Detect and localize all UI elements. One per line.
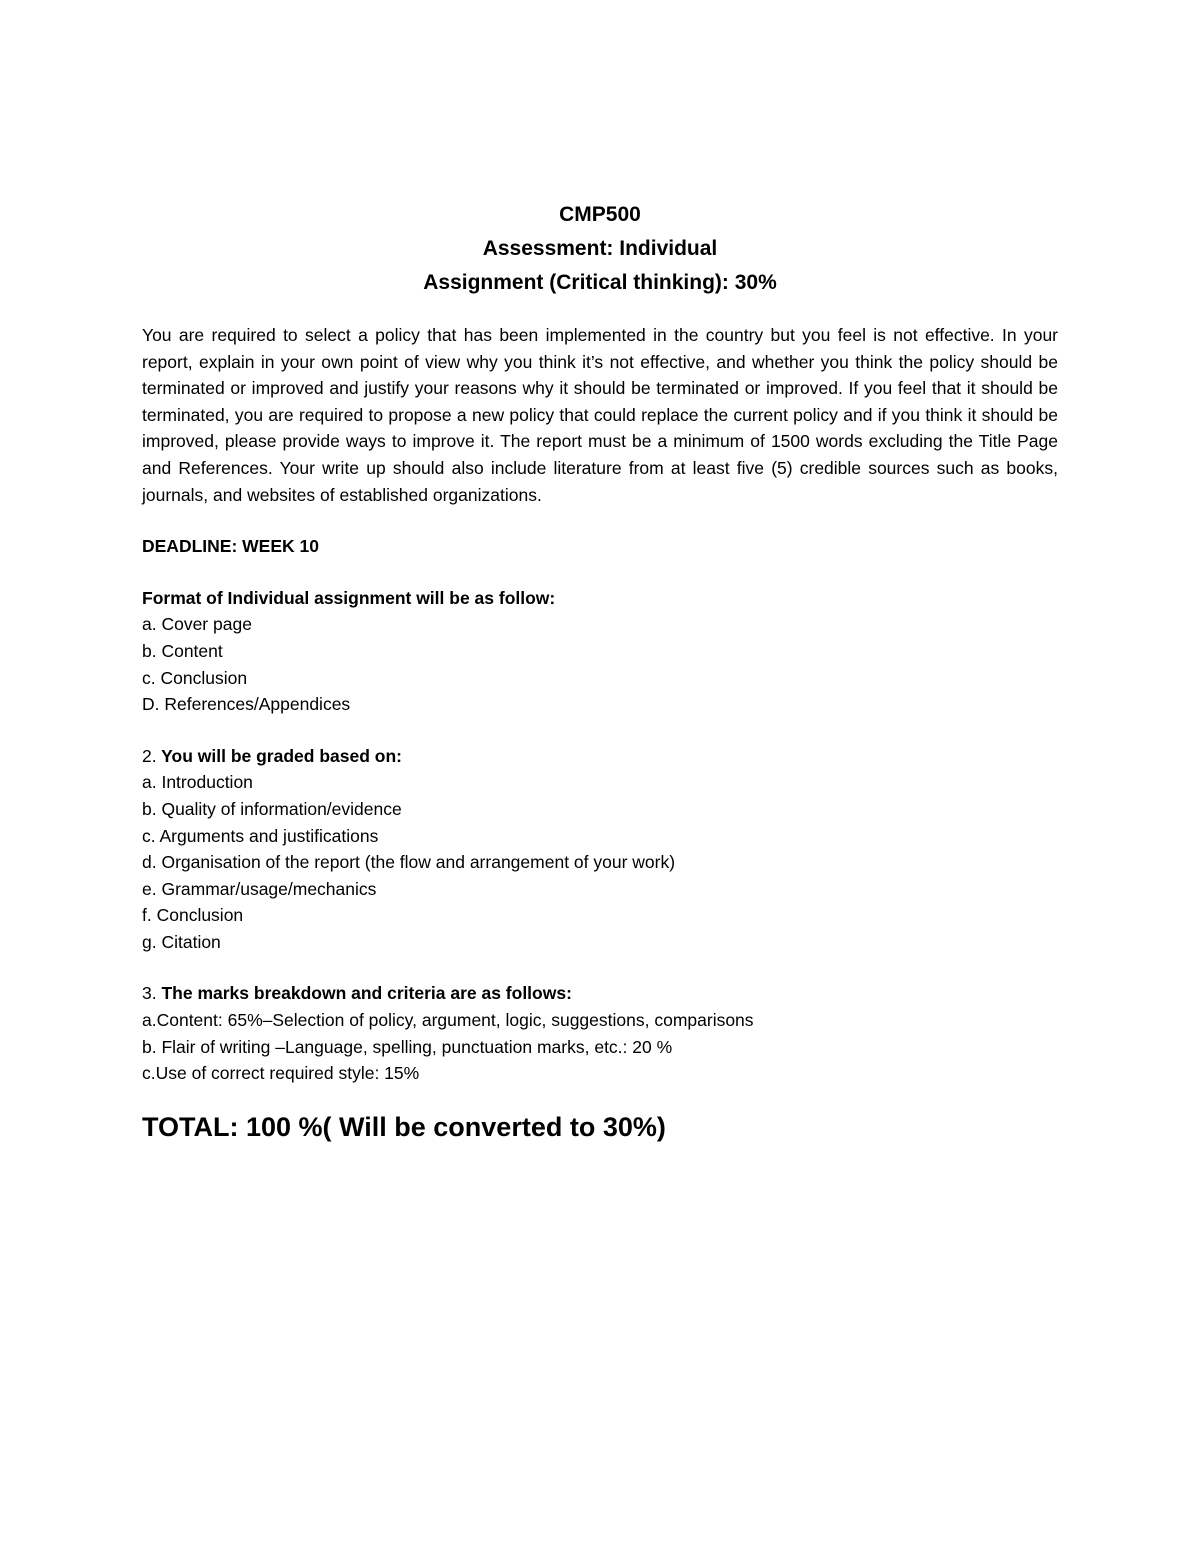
graded-heading-text: You will be graded based on: [161, 745, 402, 766]
list-item: d. Organisation of the report (the flow and arrangement of your work) [142, 852, 676, 873]
list-item: f. Conclusion [142, 905, 244, 926]
list-item: c. Arguments and justifications [142, 825, 379, 846]
list-item: D. References/Appendices [142, 694, 351, 715]
marks-heading [142, 980, 1058, 1007]
title-block [142, 198, 1058, 300]
assignment-title: Assignment (Critical thinking): 30% [423, 271, 777, 294]
document-content [142, 198, 1058, 1145]
instructions-paragraph: You are required to select a policy that has been implemented in the country but you feel is not effective. In your report, explain in your own point of view why you think it’s not effective, and whether you think the policy should be terminated or improved and justify your reasons why it should be terminated or improved. If you feel that it should be terminated, you are required to propose a new policy that could replace the current policy and if you think it should be improved, please provide ways to improve it. The report must be a minimum of 1500 words excluding the Title Page and References. Your write up should also include literature from at least five (5) credible sources such as books, journals, and websites of established organizations. [142, 325, 1058, 505]
format-heading: Format of Individual assignment will be as follow: [142, 587, 556, 608]
list-item: a. Cover page [142, 614, 252, 635]
section-number: 2. [142, 745, 157, 766]
marks-heading-text: The marks breakdown and criteria are as follows: [161, 983, 572, 1004]
list-item: a. Introduction [142, 772, 253, 793]
list-item: c. Conclusion [142, 667, 248, 688]
deadline: DEADLINE: WEEK 10 [142, 536, 319, 557]
list-item: b. Content [142, 640, 223, 661]
total-line: TOTAL: 100 %( Will be converted to 30%) [142, 1111, 666, 1142]
graded-heading [142, 743, 1058, 770]
list-item: e. Grammar/usage/mechanics [142, 878, 377, 899]
list-item: a.Content: 65%–Selection of policy, argument, logic, suggestions, comparisons [142, 1010, 754, 1031]
assessment-type: Assessment: Individual [482, 237, 718, 260]
list-item: b. Flair of writing –Language, spelling, punctuation marks, etc.: 20 % [142, 1036, 673, 1057]
marks-section [142, 980, 1058, 1086]
list-item: g. Citation [142, 931, 221, 952]
section-number: 3. [142, 983, 157, 1004]
format-section [142, 585, 1058, 718]
list-item: c.Use of correct required style: 15% [142, 1063, 420, 1084]
graded-section [142, 743, 1058, 956]
course-code: CMP500 [559, 203, 641, 226]
list-item: b. Quality of information/evidence [142, 798, 402, 819]
